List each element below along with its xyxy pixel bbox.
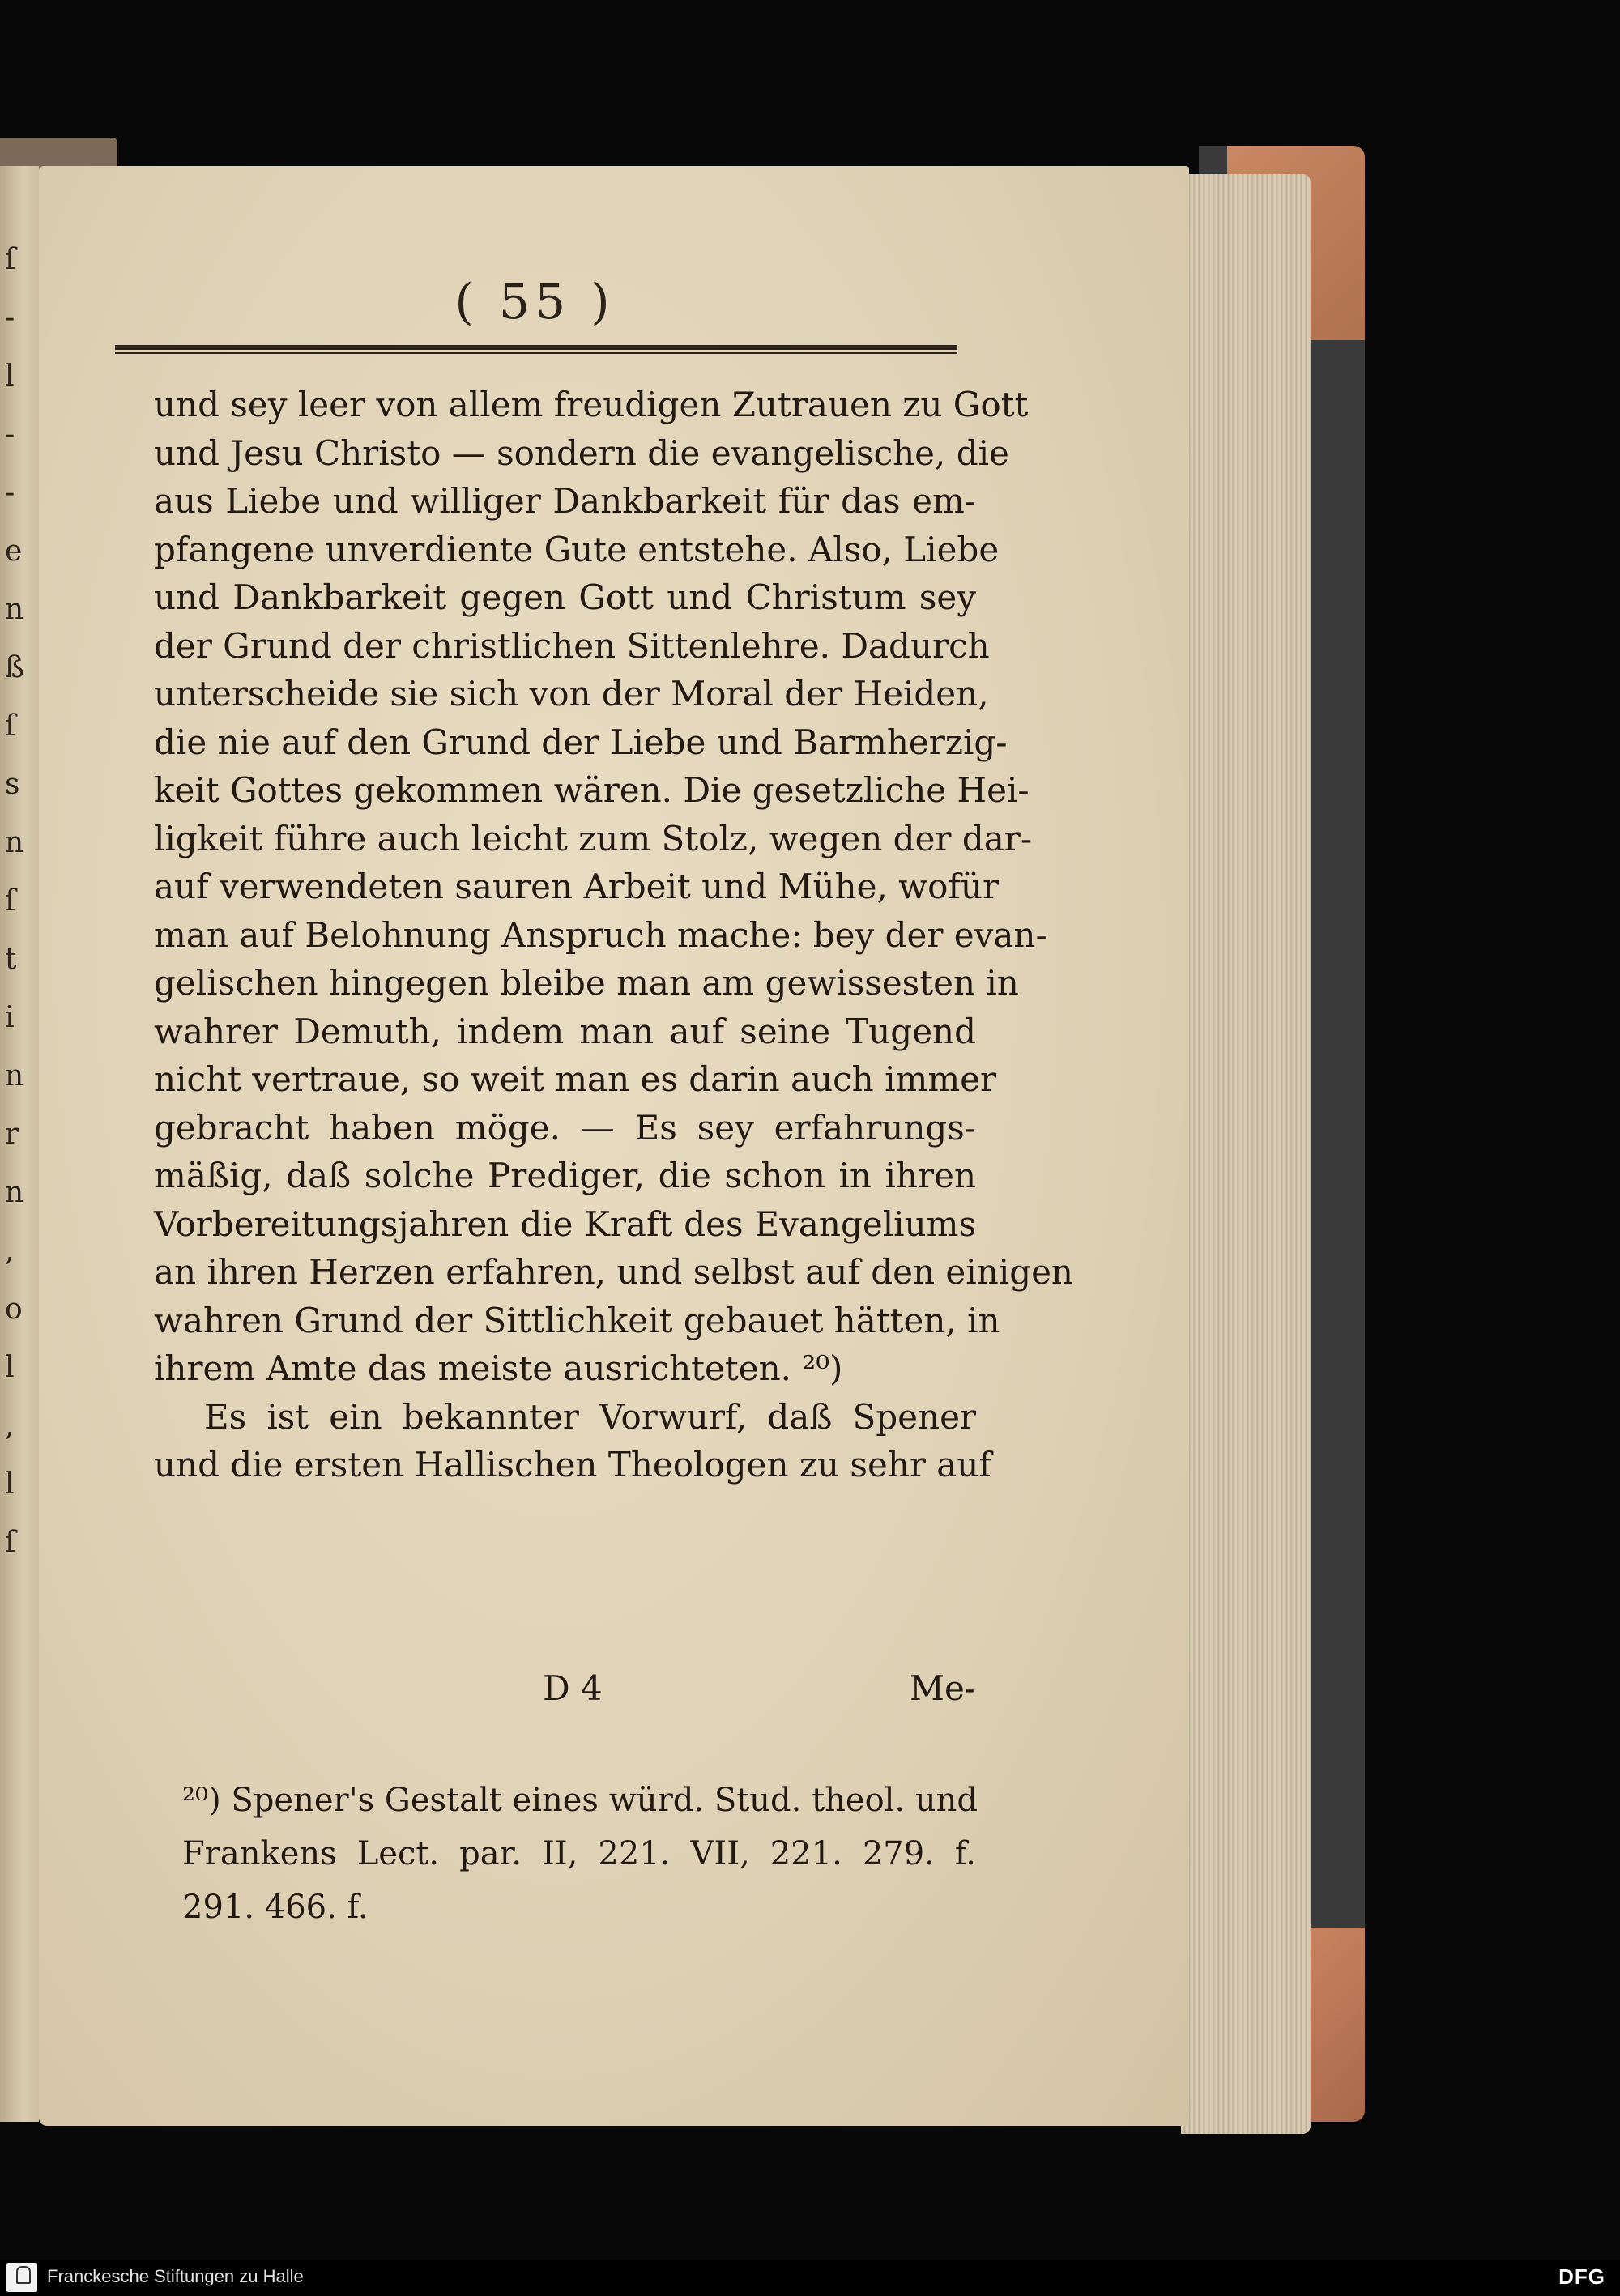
- text-line: keit Gottes gekommen wären. Die gesetzliche Hei-: [154, 770, 1030, 810]
- left-page-glyph: e: [5, 535, 23, 568]
- text-line: nicht vertraue, so weit man es darin auch immer: [154, 1059, 997, 1099]
- left-page-glyph: n: [5, 826, 24, 859]
- left-page-glyph: r: [5, 1118, 19, 1151]
- dfg-logo: DFG: [1558, 2264, 1605, 2289]
- text-line: der Grund der christlichen Sittenlehre. Dadurch: [154, 625, 990, 666]
- text-line: wahrer Demuth, indem man auf seine Tugend: [154, 1011, 976, 1051]
- page-number: ( 55 ): [454, 274, 615, 330]
- text-line: unterscheide sie sich von der Moral der Heiden,: [154, 674, 989, 714]
- left-page-glyph: ſ: [5, 1526, 16, 1559]
- text-line: gebracht haben möge. — Es sey erfahrungs-: [154, 1107, 976, 1148]
- footnote-line: 291. 466. f.: [182, 1889, 369, 1926]
- footnote-line: Frankens Lect. par. II, 221. VII, 221. 279. f.: [182, 1835, 976, 1872]
- left-page-glyph: n: [5, 1176, 24, 1209]
- previous-page-edge: [0, 166, 39, 2122]
- institution-name: Franckesche Stiftungen zu Halle: [47, 2266, 304, 2286]
- text-line: und Jesu Christo — sondern die evangelische, die: [154, 432, 1009, 473]
- text-line: und die ersten Hallischen Theologen zu sehr auf: [154, 1445, 991, 1485]
- text-line: man auf Belohnung Anspruch mache: bey der evan-: [154, 914, 1047, 955]
- page-fore-edge: [1181, 174, 1311, 2134]
- left-page-glyph: n: [5, 1059, 24, 1093]
- text-line: ligkeit führe auch leicht zum Stolz, wegen der dar-: [154, 818, 1033, 858]
- institution-logo: [6, 2263, 37, 2292]
- signature-line: [154, 1668, 976, 1717]
- left-page-glyph: -: [5, 301, 15, 334]
- viewer-footer: [0, 2260, 1620, 2296]
- left-page-glyph: ſ: [5, 709, 16, 743]
- text-line: wahren Grund der Sittlichkeit gebauet hätten, in: [154, 1300, 1000, 1340]
- footnote-line: ²⁰) Spener's Gestalt eines würd. Stud. theol. und: [182, 1782, 978, 1819]
- left-page-glyph: n: [5, 593, 24, 626]
- text-line: an ihren Herzen erfahren, und selbst auf den einigen: [154, 1252, 1073, 1292]
- text-line: Vorbereitungsjahren die Kraft des Evangeliums: [154, 1203, 976, 1244]
- signature-mark: D 4: [543, 1668, 603, 1708]
- left-page-glyph: ,: [5, 1234, 15, 1267]
- left-page-glyph: s: [5, 768, 20, 801]
- left-page-glyph: l: [5, 1467, 15, 1501]
- text-line: gelischen hingegen bleibe man am gewissesten in: [154, 963, 1019, 1003]
- left-page-glyph: ſ: [5, 884, 16, 918]
- text-line: pfangene unverdiente Gute entstehe. Also, Liebe: [154, 529, 1000, 569]
- text-line: und sey leer von allem freudigen Zutrauen zu Gott: [154, 385, 1029, 424]
- left-page-glyph: -: [5, 476, 15, 509]
- left-page-glyph: ſ: [5, 243, 16, 276]
- catchword: Me-: [909, 1668, 976, 1708]
- left-page-glyph: l: [5, 360, 15, 393]
- text-line: auf verwendeten sauren Arbeit und Mühe, wofür: [154, 867, 1000, 906]
- footnote: [182, 1774, 976, 1934]
- text-line: und Dankbarkeit gegen Gott und Christum sey: [154, 577, 976, 617]
- text-line: Es ist ein bekannter Vorwurf, daß Spener: [204, 1396, 976, 1437]
- text-line: mäßig, daß solche Prediger, die schon in ihren: [154, 1156, 976, 1195]
- header-rule: [115, 345, 957, 354]
- left-page-glyph: ,: [5, 1409, 15, 1442]
- body-text: [154, 381, 1073, 1489]
- left-page-glyph: ß: [5, 651, 25, 684]
- left-page-glyph: l: [5, 1351, 15, 1384]
- left-page-glyph: t: [5, 943, 17, 976]
- left-page-glyph: o: [5, 1293, 23, 1326]
- left-page-glyph: -: [5, 418, 15, 451]
- text-line: ihrem Amte das meiste ausrichteten. ²⁰): [154, 1348, 843, 1388]
- left-page-glyph: i: [5, 1001, 15, 1034]
- text-line: aus Liebe und williger Dankbarkeit für das em-: [154, 481, 976, 521]
- text-line: die nie auf den Grund der Liebe und Barmherzig-: [154, 722, 1008, 762]
